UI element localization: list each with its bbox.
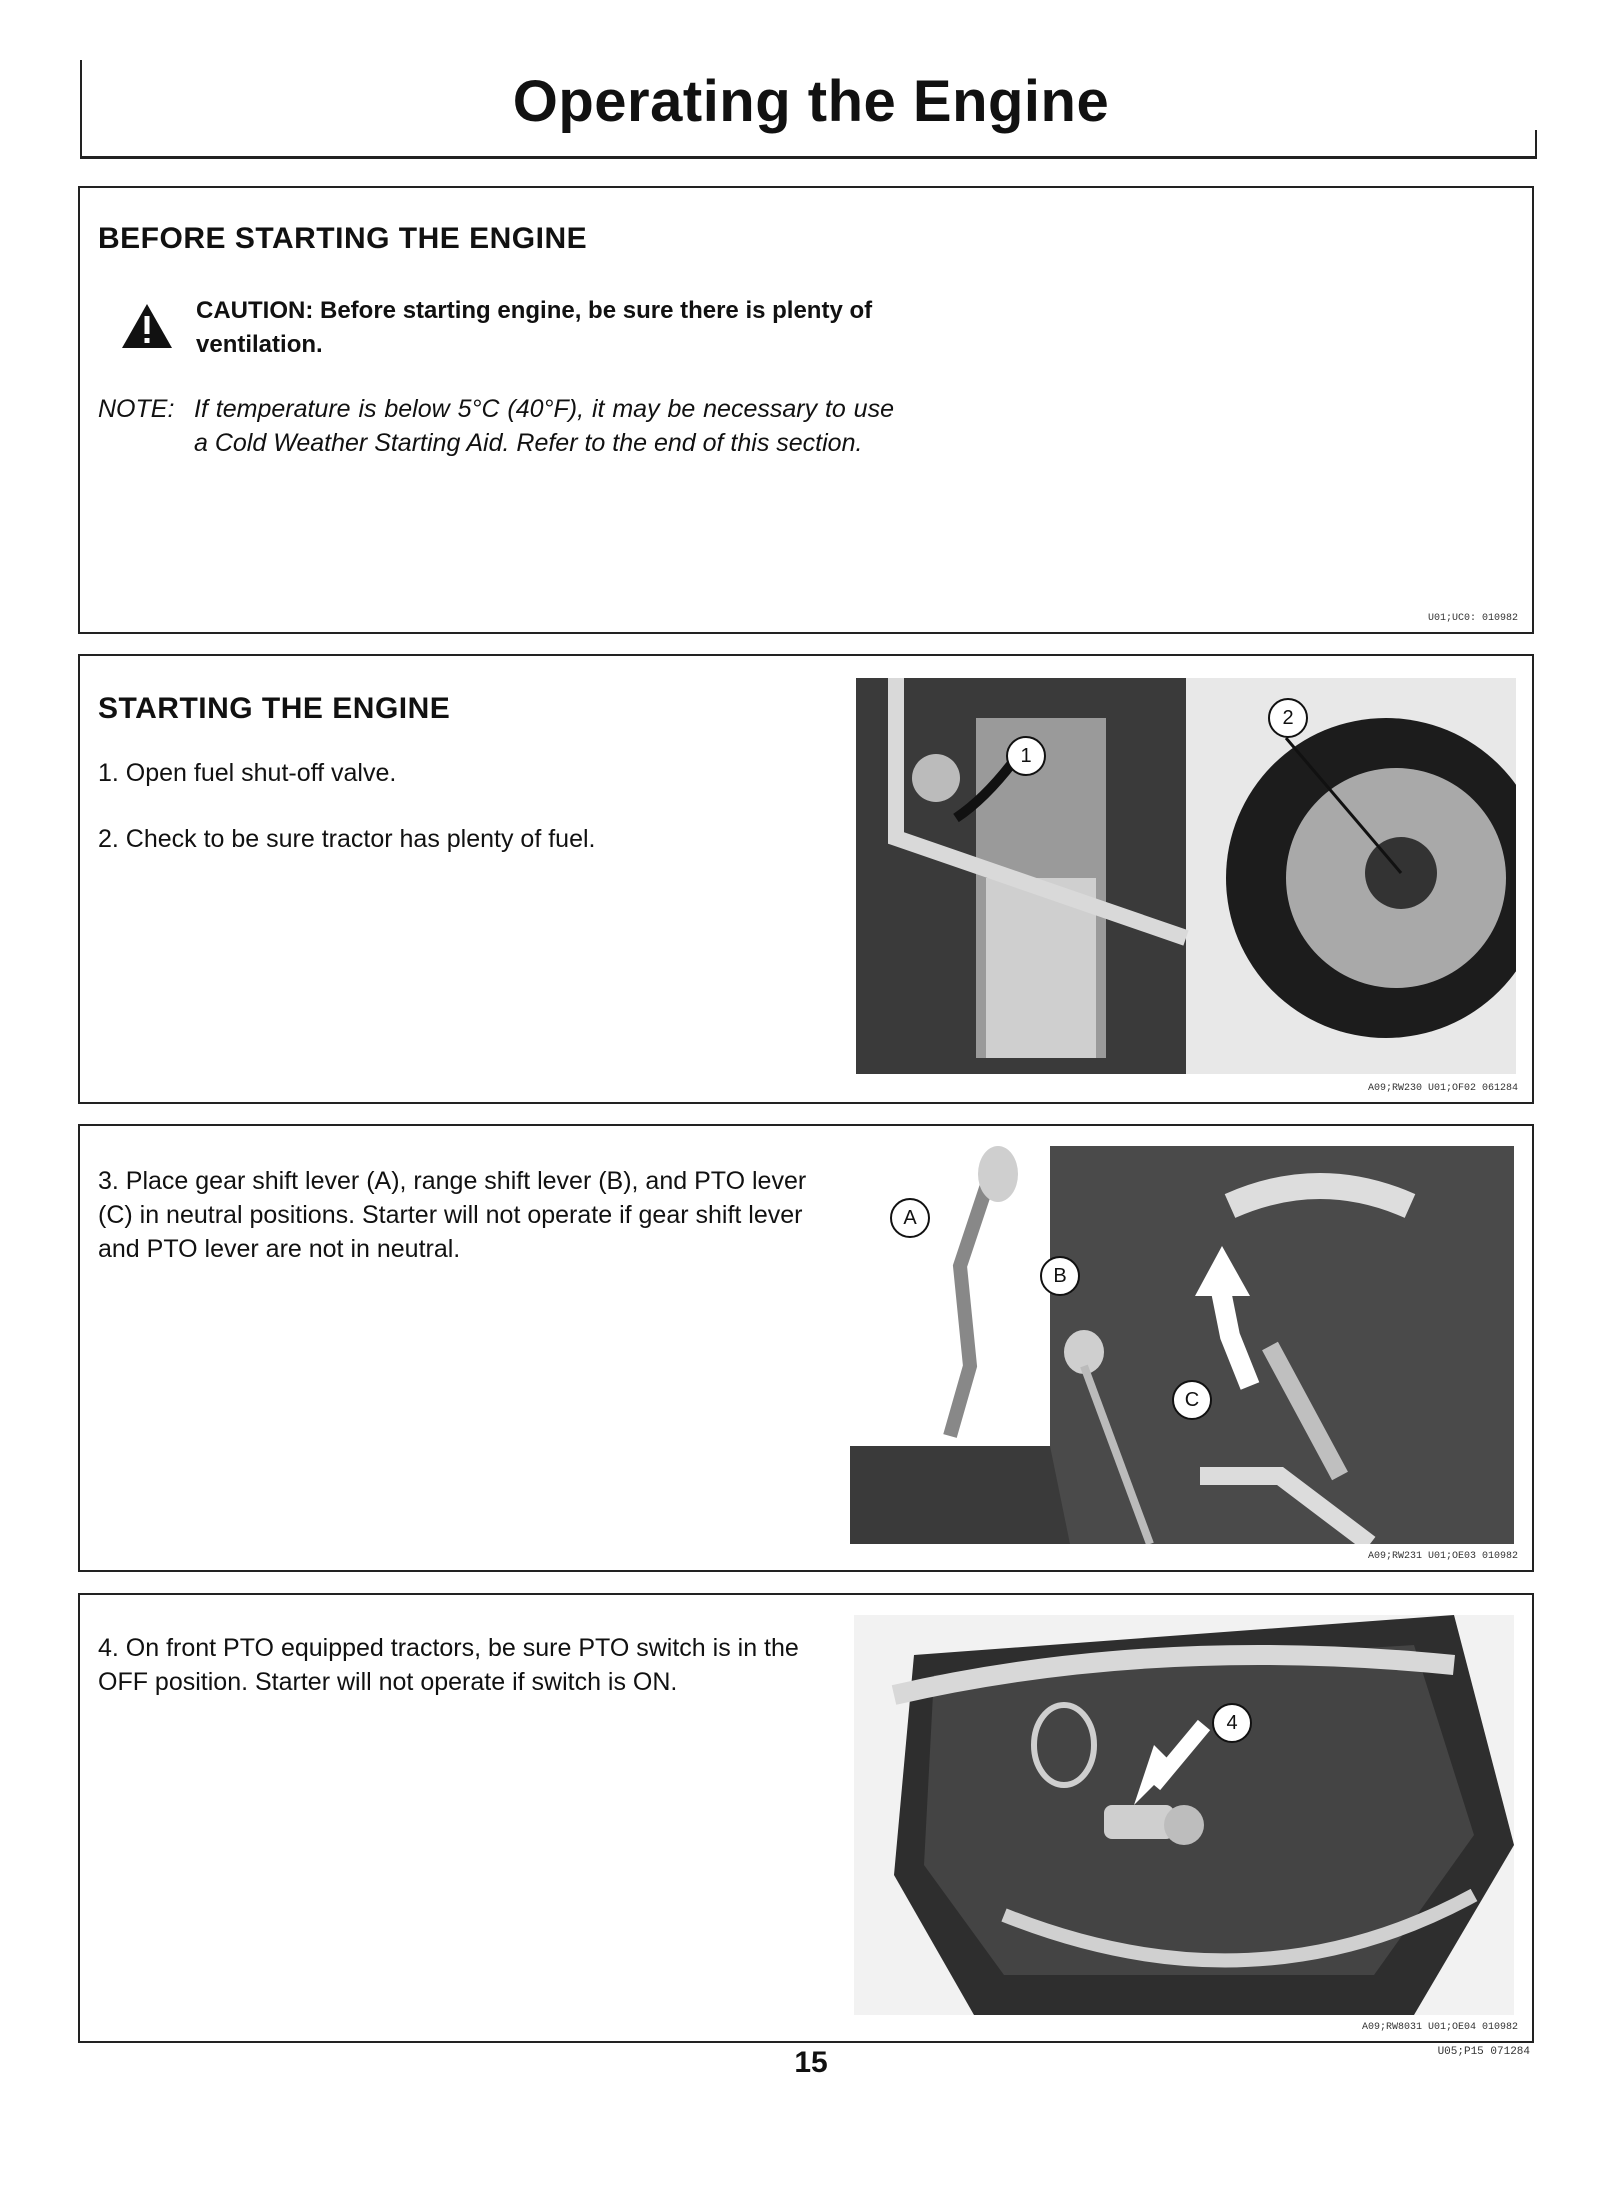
pto-switch-illustration — [854, 1615, 1514, 2015]
page-number: 15 — [794, 2046, 828, 2079]
callout-4: 4 — [1212, 1703, 1252, 1743]
callout-b: B — [1040, 1256, 1080, 1296]
page-title: Operating the Engine — [512, 69, 1110, 134]
note-text: If temperature is below 5°C (40°F), it may be necessary to use a Cold Weather Starting Aid. Refer to the end of this section. — [194, 395, 894, 457]
step-item: 1. Open fuel shut-off valve. — [98, 759, 397, 787]
fuel-valve-illustration — [856, 678, 1516, 1074]
levers-photo — [850, 1146, 1514, 1544]
levers-illustration — [850, 1146, 1514, 1544]
callout-c: C — [1172, 1380, 1212, 1420]
step-3-text: 3. Place gear shift lever (A), range shift lever (B), and PTO lever (C) in neutral positions. Starter will not operate if gear shift lever and PTO lever are not in neutral. — [98, 1167, 807, 1263]
caution-text — [196, 294, 876, 362]
step-4-text: 4. On front PTO equipped tractors, be sure PTO switch is in the OFF position. Starter will not operate if switch is ON. — [98, 1634, 799, 1696]
pto-switch-photo — [854, 1615, 1514, 2015]
pto-switch-section — [78, 1593, 1534, 2043]
starting-section — [78, 654, 1534, 1104]
section-code: A09;RW230 U01;OF02 061284 — [1367, 1083, 1518, 1094]
step-item: 2. Check to be sure tractor has plenty of fuel. — [98, 825, 596, 853]
before-starting-section — [78, 186, 1534, 634]
neutral-levers-section — [78, 1124, 1534, 1572]
section-code: A09;RW8031 U01;OE04 010982 — [1361, 2022, 1518, 2033]
section-code: A09;RW231 U01;OE03 010982 — [1367, 1551, 1518, 1562]
caution-message: Before starting engine, be sure there is plenty of ventilation. — [196, 297, 873, 358]
callout-1: 1 — [1006, 736, 1046, 776]
note-label: NOTE: — [98, 395, 175, 423]
fuel-valve-photo — [856, 678, 1516, 1074]
starting-heading: STARTING THE ENGINE — [98, 692, 451, 725]
caution-label: CAUTION: — [196, 297, 314, 324]
page-code: U05;P15 071284 — [1437, 2046, 1530, 2058]
callout-a: A — [890, 1198, 930, 1238]
warning-icon — [120, 302, 174, 350]
callout-2: 2 — [1268, 698, 1308, 738]
before-starting-heading: BEFORE STARTING THE ENGINE — [98, 222, 588, 255]
section-code: U01;UC0: 010982 — [1427, 613, 1518, 624]
